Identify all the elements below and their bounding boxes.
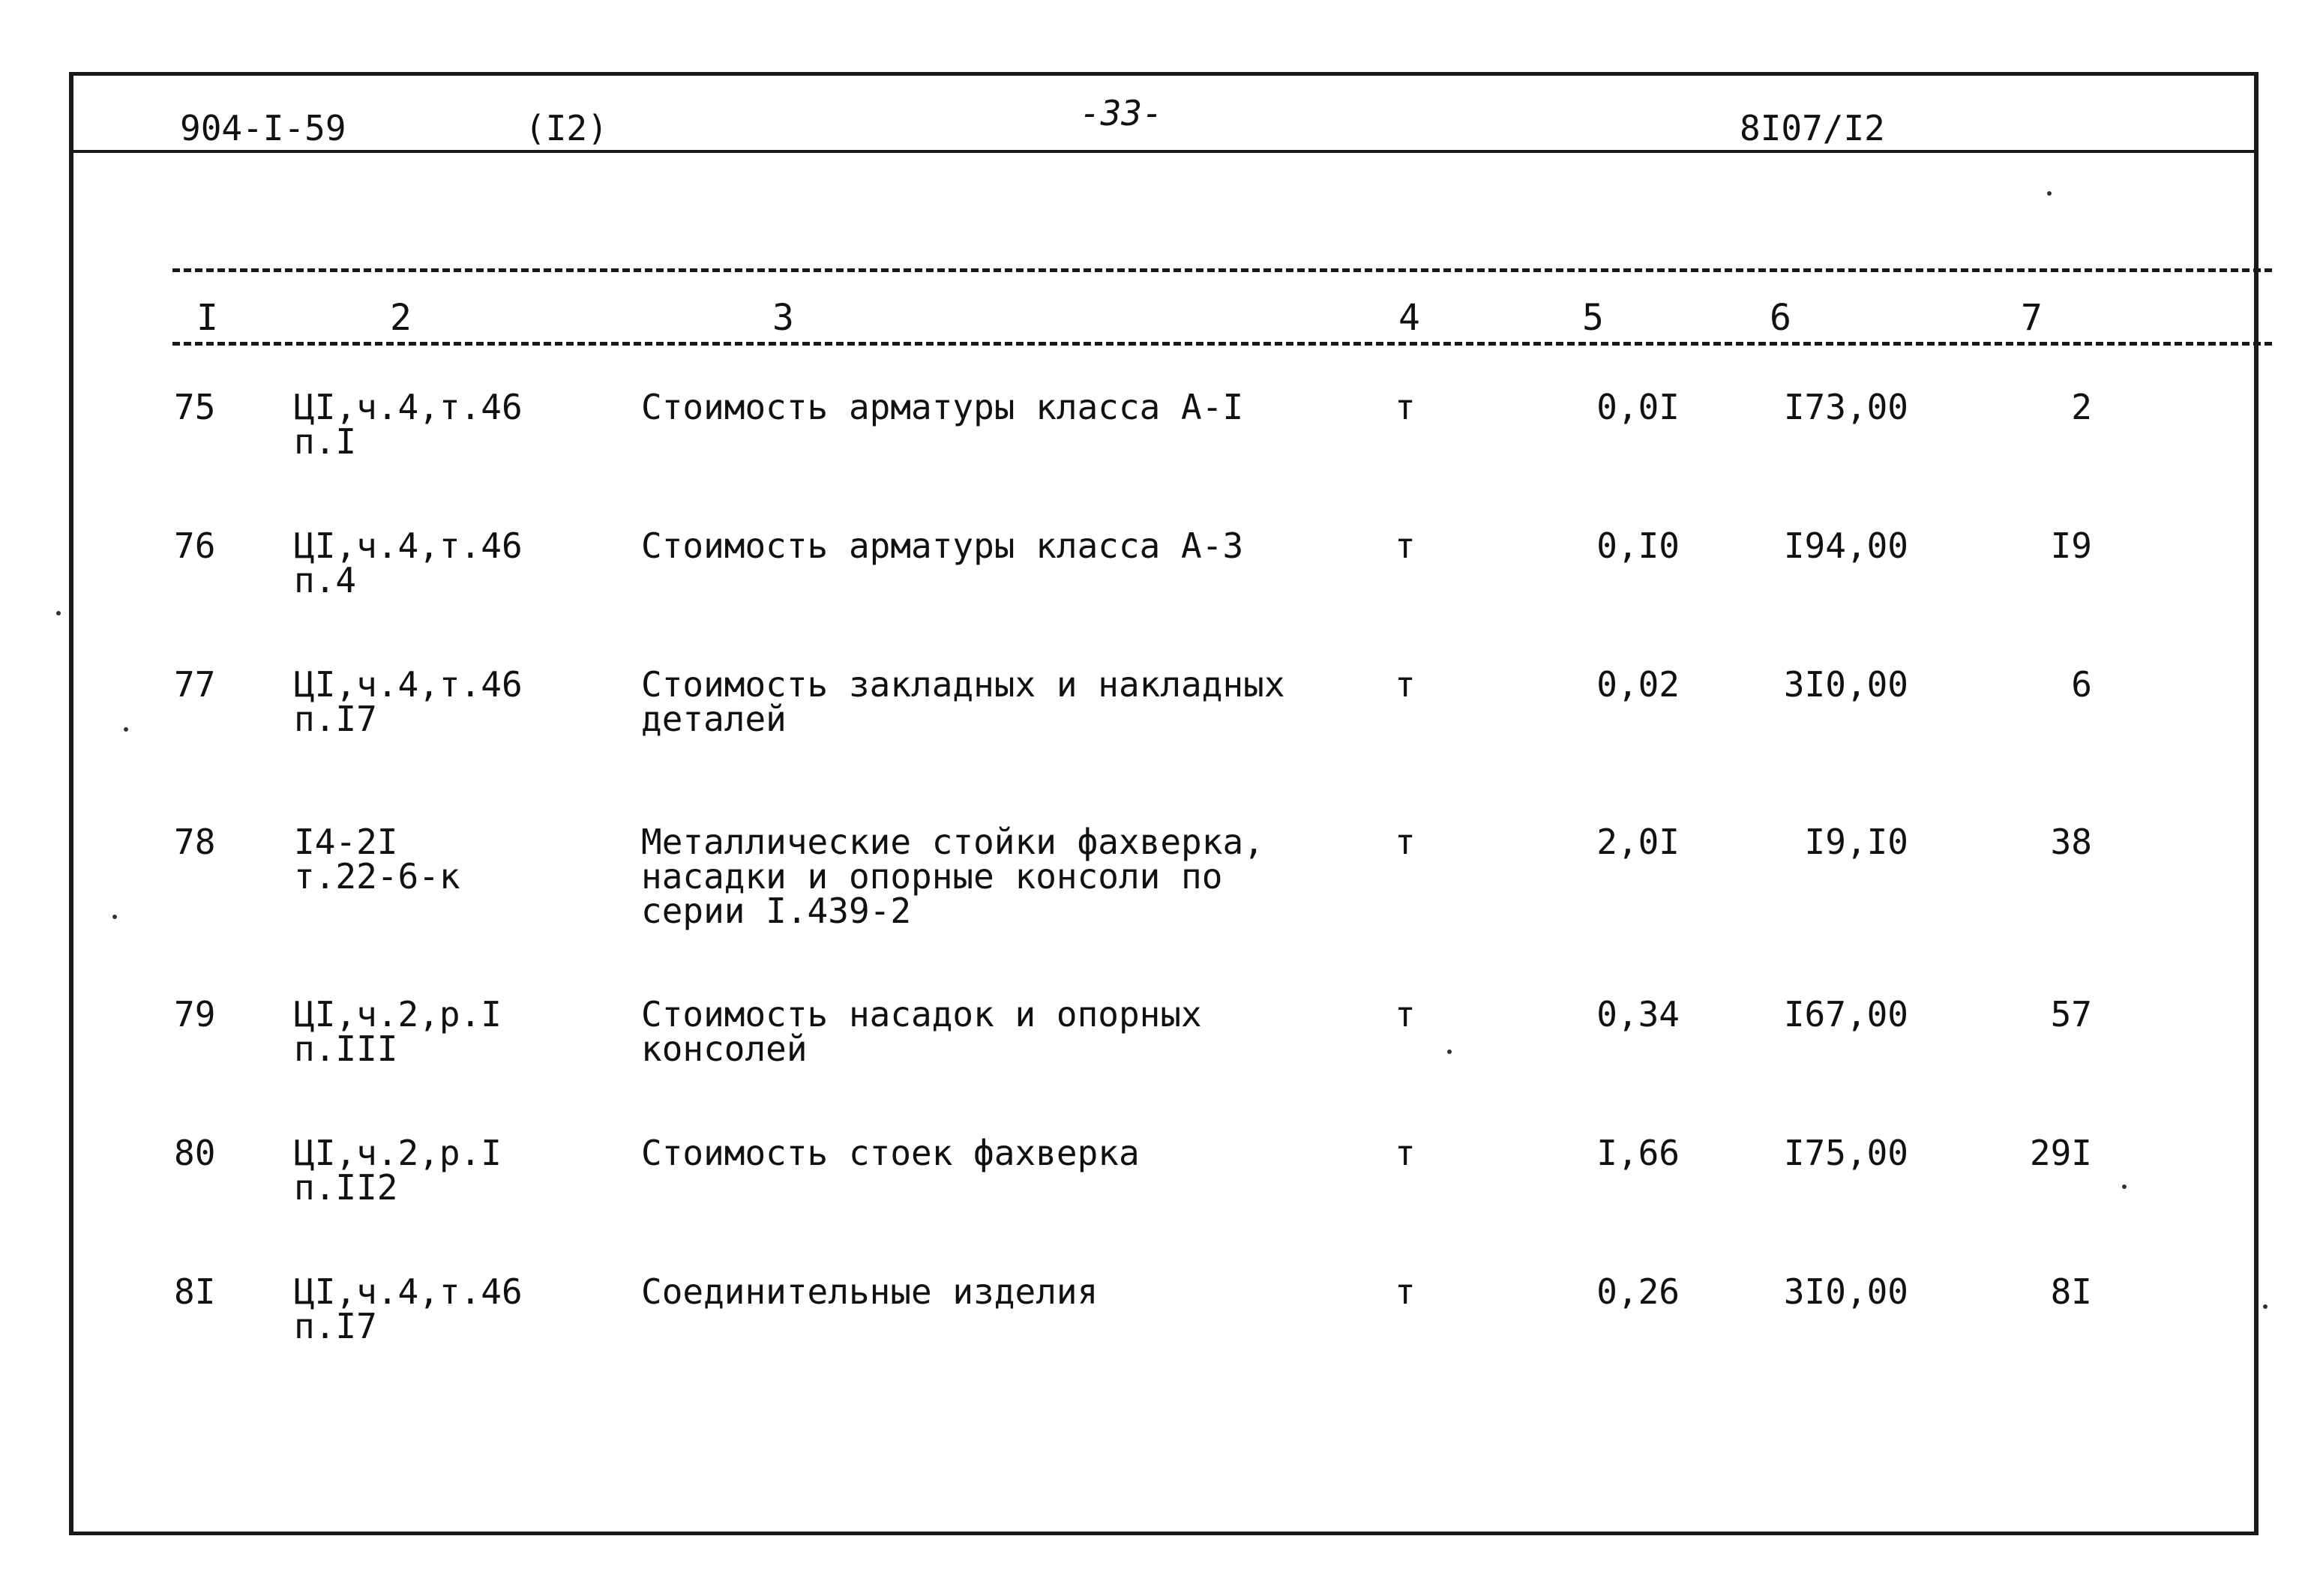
scan-speck (56, 611, 61, 615)
unit: т (1395, 994, 1416, 1035)
scan-speck (1447, 1050, 1452, 1054)
unit: т (1395, 1133, 1416, 1173)
description-line: Стоимость арматуры класса А-3 (641, 526, 1244, 566)
table-top-rule (172, 268, 2272, 272)
reference-code-line: п.4 (294, 560, 357, 600)
column-number: 6 (1770, 297, 1791, 339)
description-line: Стоимость закладных и накладных (641, 664, 1285, 705)
reference-code-line: ЦI,ч.2,р.I (294, 1133, 502, 1173)
description-line: Металлические стойки фахверка, (641, 822, 1264, 862)
quantity: 0,26 (1596, 1271, 1680, 1312)
description-line: деталей (641, 699, 787, 739)
scan-speck (2263, 1304, 2268, 1309)
unit-price: I67,00 (1783, 994, 1908, 1035)
unit: т (1395, 822, 1416, 862)
reference-code (294, 1271, 523, 1346)
description (641, 1133, 1140, 1173)
row-number: 75 (174, 387, 216, 427)
scan-speck (2122, 1184, 2127, 1189)
row-number: 78 (174, 822, 216, 862)
reference-code (294, 387, 523, 462)
row-number: 76 (174, 526, 216, 566)
reference-code-line: ЦI,ч.4,т.46 (294, 1271, 523, 1312)
total-cost: I9 (2050, 526, 2092, 566)
row-number: 77 (174, 664, 216, 705)
total-cost: 38 (2050, 822, 2092, 862)
column-header-rule (172, 342, 2272, 346)
unit: т (1395, 387, 1416, 427)
total-cost: 2 (2071, 387, 2092, 427)
column-number: 2 (390, 297, 412, 339)
unit-price: I75,00 (1783, 1133, 1908, 1173)
quantity: 2,0I (1596, 822, 1680, 862)
column-number: 4 (1398, 297, 1420, 339)
quantity: 0,I0 (1596, 526, 1680, 566)
description-line: Соединительные изделия (641, 1271, 1099, 1312)
total-cost: 29I (2029, 1133, 2092, 1173)
unit-price: 3I0,00 (1783, 664, 1908, 705)
quantity: 0,02 (1596, 664, 1680, 705)
album-code: 8I07/I2 (1740, 108, 1885, 148)
unit-price: I94,00 (1783, 526, 1908, 566)
reference-code-line: ЦI,ч.4,т.46 (294, 664, 523, 705)
row-number: 80 (174, 1133, 216, 1173)
column-number: I (196, 297, 218, 339)
unit: т (1395, 526, 1416, 566)
column-number: 5 (1582, 297, 1604, 339)
reference-code-line: т.22-6-к (294, 856, 460, 897)
row-number: 79 (174, 994, 216, 1035)
description-line: серии I.439-2 (641, 891, 912, 931)
sheet-part: (I2) (525, 108, 608, 148)
reference-code-line: ЦI,ч.2,р.I (294, 994, 502, 1035)
reference-code-line: п.I7 (294, 699, 377, 739)
description (641, 387, 1244, 427)
reference-code (294, 994, 502, 1069)
unit-price: I9,I0 (1804, 822, 1908, 862)
reference-code (294, 822, 460, 897)
quantity: 0,34 (1596, 994, 1680, 1035)
description-line: Стоимость арматуры класса А-I (641, 387, 1244, 427)
column-number: 7 (2021, 297, 2043, 339)
header-rule (69, 150, 2259, 153)
description (641, 664, 1285, 739)
description-line: Стоимость насадок и опорных (641, 994, 1202, 1035)
page-number: -33- (1080, 93, 1163, 133)
total-cost: 6 (2071, 664, 2092, 705)
description (641, 994, 1202, 1069)
reference-code-line: п.II2 (294, 1167, 398, 1208)
description (641, 526, 1244, 566)
scan-speck (112, 915, 117, 919)
scan-speck (2047, 191, 2052, 196)
unit: т (1395, 664, 1416, 705)
reference-code-line: ЦI,ч.4,т.46 (294, 526, 523, 566)
description (641, 822, 1264, 931)
description (641, 1271, 1099, 1312)
quantity: 0,0I (1596, 387, 1680, 427)
reference-code-line: п.I (294, 421, 357, 462)
reference-code-line: п.I7 (294, 1306, 377, 1346)
scan-speck (124, 727, 128, 732)
reference-code (294, 1133, 502, 1208)
doc-code: 904-I-59 (180, 108, 346, 148)
reference-code (294, 526, 523, 600)
quantity: I,66 (1596, 1133, 1680, 1173)
reference-code (294, 664, 523, 739)
column-number: 3 (772, 297, 794, 339)
description-line: насадки и опорные консоли по (641, 856, 1223, 897)
reference-code-line: ЦI,ч.4,т.46 (294, 387, 523, 427)
reference-code-line: п.III (294, 1029, 398, 1069)
unit-price: I73,00 (1783, 387, 1908, 427)
description-line: консолей (641, 1029, 808, 1069)
unit: т (1395, 1271, 1416, 1312)
unit-price: 3I0,00 (1783, 1271, 1908, 1312)
total-cost: 8I (2050, 1271, 2092, 1312)
reference-code-line: I4-2I (294, 822, 398, 862)
description-line: Стоимость стоек фахверка (641, 1133, 1140, 1173)
total-cost: 57 (2050, 994, 2092, 1035)
row-number: 8I (174, 1271, 216, 1312)
